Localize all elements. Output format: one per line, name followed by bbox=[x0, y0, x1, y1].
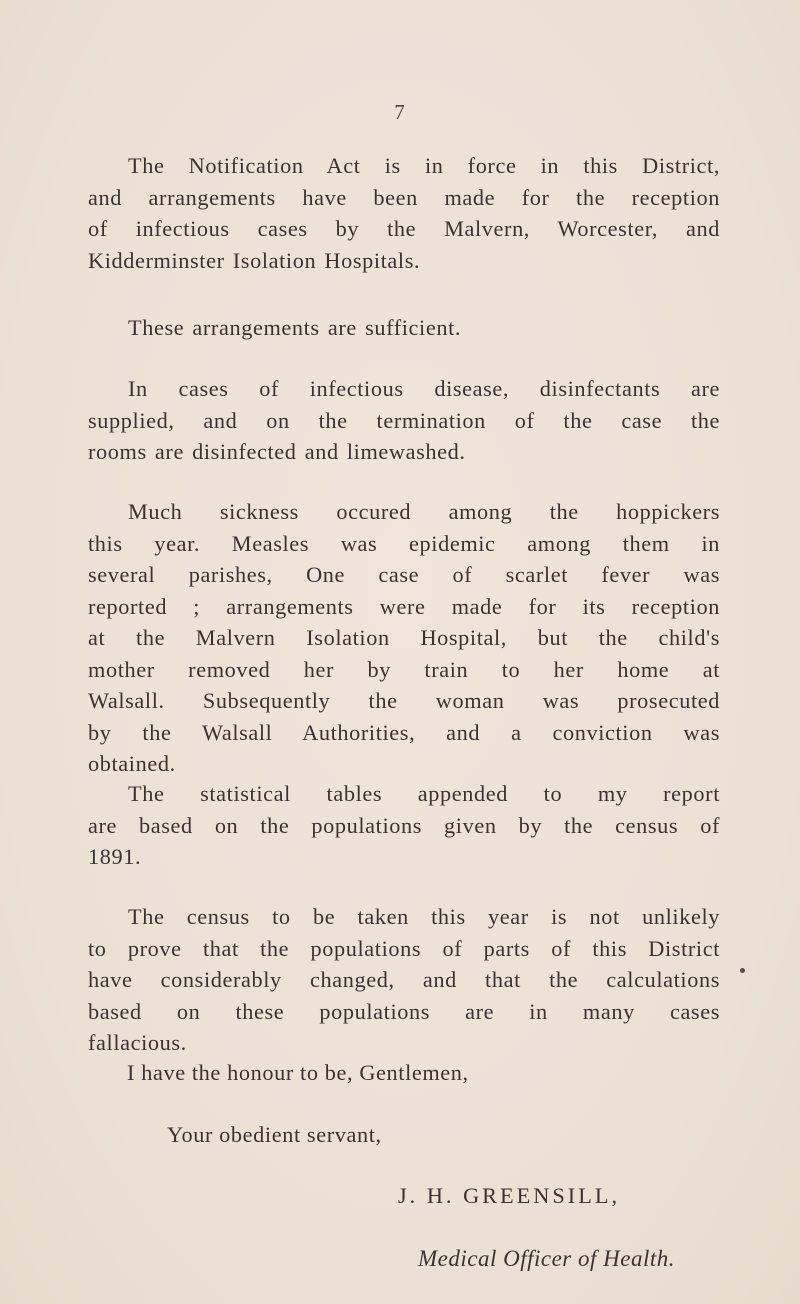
signature-title: Medical Officer of Health. bbox=[418, 1246, 675, 1271]
paragraph-census bbox=[88, 901, 720, 1059]
page-number: 7 bbox=[394, 100, 406, 124]
paragraph-hoppickers bbox=[88, 496, 720, 780]
paragraph-statistical-tables bbox=[88, 778, 720, 873]
ink-speck bbox=[740, 968, 745, 973]
text-line: have considerably changed, and that the calculations bbox=[88, 967, 720, 992]
paragraph-arrangements bbox=[88, 312, 720, 344]
text-line: The census to be taken this year is not unlikely bbox=[128, 904, 720, 929]
text-line: this year. Measles was epidemic among them in bbox=[88, 530, 720, 556]
text-line: of infectious cases by the Malvern, Worcester, and bbox=[88, 216, 720, 241]
text-line: 1891. bbox=[88, 844, 142, 869]
text-line: obtained. bbox=[88, 751, 176, 776]
text-line: These arrangements are sufficient. bbox=[128, 315, 462, 340]
text-line: The statistical tables appended to my report bbox=[128, 781, 720, 806]
text-line: Much sickness occured among the hoppickers bbox=[128, 499, 720, 524]
text-line: The Notification Act is in force in this District, bbox=[128, 153, 720, 178]
closing-valediction: Your obedient servant, bbox=[167, 1122, 382, 1147]
text-line: and arrangements have been made for the reception bbox=[88, 184, 720, 210]
signature-name: J. H. GREENSILL, bbox=[398, 1183, 621, 1208]
closing-salutation: I have the honour to be, Gentlemen, bbox=[127, 1060, 469, 1085]
text-line: supplied, and on the termination of the case the bbox=[88, 407, 720, 433]
text-line: by the Walsall Authorities, and a conviction was bbox=[88, 719, 720, 745]
text-line: In cases of infectious disease, disinfectants are bbox=[128, 376, 720, 401]
paragraph-disinfectants bbox=[88, 373, 720, 468]
text-line: based on these populations are in many cases bbox=[88, 998, 720, 1024]
text-line: reported ; arrangements were made for its reception bbox=[88, 593, 720, 619]
text-line: fallacious. bbox=[88, 1030, 187, 1055]
text-line: Walsall. Subsequently the woman was prosecuted bbox=[88, 688, 720, 713]
text-line: to prove that the populations of parts of this District bbox=[88, 935, 720, 961]
text-line: are based on the populations given by the census of bbox=[88, 812, 720, 838]
text-line: mother removed her by train to her home at bbox=[88, 656, 720, 682]
text-line: Kidderminster Isolation Hospitals. bbox=[88, 247, 421, 273]
text-line: several parishes, One case of scarlet fever was bbox=[88, 562, 720, 587]
paragraph-notification-act bbox=[88, 150, 720, 276]
text-line: at the Malvern Isolation Hospital, but the child's bbox=[88, 625, 720, 650]
text-line: rooms are disinfected and limewashed. bbox=[88, 439, 466, 464]
